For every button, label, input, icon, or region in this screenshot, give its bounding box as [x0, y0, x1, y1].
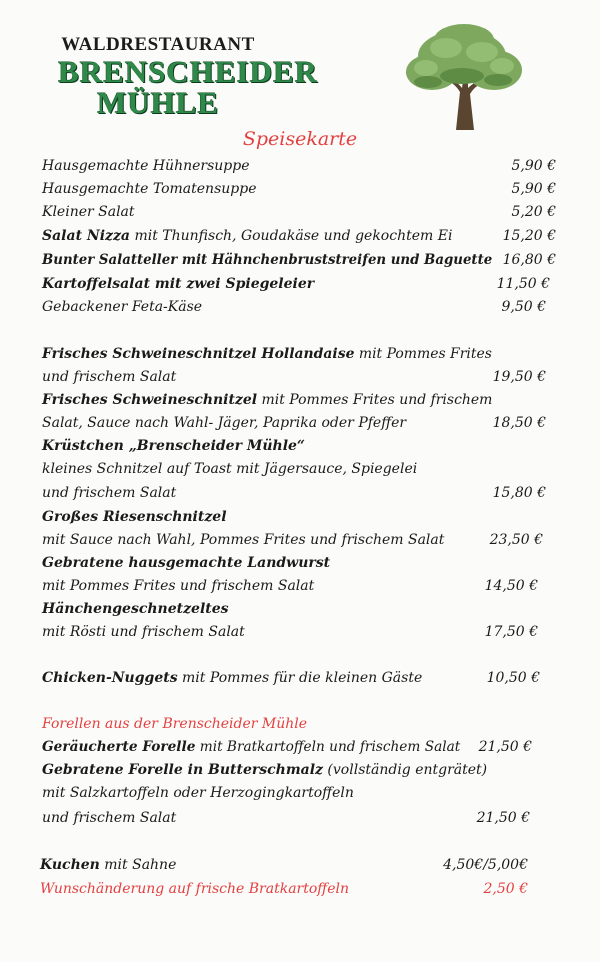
restaurant-logo — [58, 34, 319, 120]
dish-description: Hausgemachte Hühnersuppe — [42, 158, 250, 174]
dish-name: Chicken-Nuggets — [42, 670, 178, 686]
menu-line — [42, 392, 492, 408]
dish-name: Gebratene Forelle in Butterschmalz — [42, 762, 323, 778]
menu-line — [42, 461, 417, 477]
menu-line — [42, 762, 487, 778]
dish-description: Salat, Sauce nach Wahl- Jäger, Paprika oder Pfeffer — [42, 415, 407, 431]
price: 9,50 € — [501, 299, 546, 315]
menu-line — [42, 485, 176, 501]
dish-name: Salat Nizza — [42, 228, 130, 244]
price: 19,50 € — [492, 369, 546, 385]
menu-line — [42, 670, 422, 686]
price: 21,50 € — [476, 810, 530, 826]
menu-line — [42, 509, 227, 525]
dish-description: mit Pommes Frites und frischem Salat — [42, 578, 315, 594]
dish-description: mit Sauce nach Wahl, Pommes Frites und frischem Salat — [42, 532, 445, 548]
dish-name: Kuchen — [40, 857, 100, 873]
dish-description: und frischem Salat — [42, 485, 177, 501]
price: 14,50 € — [484, 578, 538, 594]
dish-description: mit Salzkartoffeln oder Herzogingkartoffeln — [42, 785, 354, 801]
dish-name: Bunter Salatteller mit Hähnchenbruststreifen und Baguette — [42, 252, 493, 268]
dish-name: Krüstchen „Brenscheider Mühle“ — [42, 438, 305, 454]
dish-name: Hänchengeschnetzeltes — [42, 601, 229, 617]
price: 17,50 € — [484, 624, 538, 640]
menu-line — [42, 276, 314, 292]
dish-description: und frischem Salat — [42, 810, 177, 826]
menu-line — [42, 785, 354, 801]
dish-description: mit Rösti und frischem Salat — [42, 624, 245, 640]
dish-name: Geräucherte Forelle — [42, 739, 196, 755]
menu-line — [42, 578, 314, 594]
price: 5,20 € — [511, 204, 556, 220]
menu-line — [42, 228, 452, 244]
dish-name: Großes Riesenschnitzel — [42, 509, 227, 525]
price: 15,20 € — [502, 228, 556, 244]
menu-line — [42, 252, 492, 268]
menu-line — [42, 601, 229, 617]
logo-line-2: BRENSCHEIDER — [58, 54, 319, 89]
dish-description: mit Bratkartoffeln und frischem Salat — [195, 739, 461, 755]
dish-description: Gebackener Feta-Käse — [42, 299, 203, 315]
menu-line — [40, 857, 176, 873]
menu-line — [42, 181, 256, 197]
price: 15,80 € — [492, 485, 546, 501]
dish-name: Gebratene hausgemachte Landwurst — [42, 555, 331, 571]
menu-line — [42, 739, 460, 755]
menu-line — [42, 716, 307, 732]
menu-line — [42, 555, 330, 571]
dish-description: Wunschänderung auf frische Bratkartoffeln — [40, 881, 349, 897]
dish-description: (vollständig entgrätet) — [322, 762, 488, 778]
dish-description: mit Pommes Frites — [354, 346, 492, 362]
dish-description: mit Sahne — [99, 857, 177, 873]
dish-name: Kartoffelsalat mit zwei Spiegeleier — [42, 276, 315, 292]
price: 5,90 € — [511, 158, 556, 174]
price: 2,50 € — [483, 881, 528, 897]
price: 5,90 € — [511, 181, 556, 197]
menu-line — [42, 204, 135, 220]
price: 11,50 € — [496, 276, 550, 292]
menu-line — [42, 532, 444, 548]
menu-line — [40, 881, 349, 897]
menu-line — [42, 624, 245, 640]
dish-description: und frischem Salat — [42, 369, 177, 385]
menu-line — [42, 415, 406, 431]
price: 23,50 € — [489, 532, 543, 548]
menu-line — [42, 346, 492, 362]
logo-line-1: WALDRESTAURANT — [61, 34, 255, 55]
dish-description: Forellen aus der Brenscheider Mühle — [42, 716, 308, 732]
dish-description: mit Pommes Frites und frischem — [257, 392, 493, 408]
dish-description: mit Thunfisch, Goudakäse und gekochtem Ei — [130, 228, 453, 244]
menu-line — [42, 810, 176, 826]
menu-line — [42, 438, 305, 454]
menu-line — [42, 158, 250, 174]
menu-line — [42, 299, 202, 315]
price: 16,80 € — [502, 252, 556, 268]
dish-name: Frisches Schweineschnitzel Hollandaise — [42, 346, 355, 362]
price: 4,50€/5,00€ — [443, 857, 528, 873]
logo-line-3: MÜHLE — [96, 85, 220, 120]
price: 18,50 € — [492, 415, 546, 431]
dish-name: Frisches Schweineschnitzel — [42, 392, 258, 408]
price: 21,50 € — [478, 739, 532, 755]
dish-description: Hausgemachte Tomatensuppe — [42, 181, 257, 197]
price: 10,50 € — [486, 670, 540, 686]
dish-description: kleines Schnitzel auf Toast mit Jägersauce, Spiegelei — [42, 461, 418, 477]
menu-title: Speisekarte — [242, 128, 358, 150]
menu-line — [42, 369, 176, 385]
dish-description: mit Pommes für die kleinen Gäste — [177, 670, 423, 686]
dish-description: Kleiner Salat — [42, 204, 135, 220]
tree-icon — [402, 22, 524, 132]
